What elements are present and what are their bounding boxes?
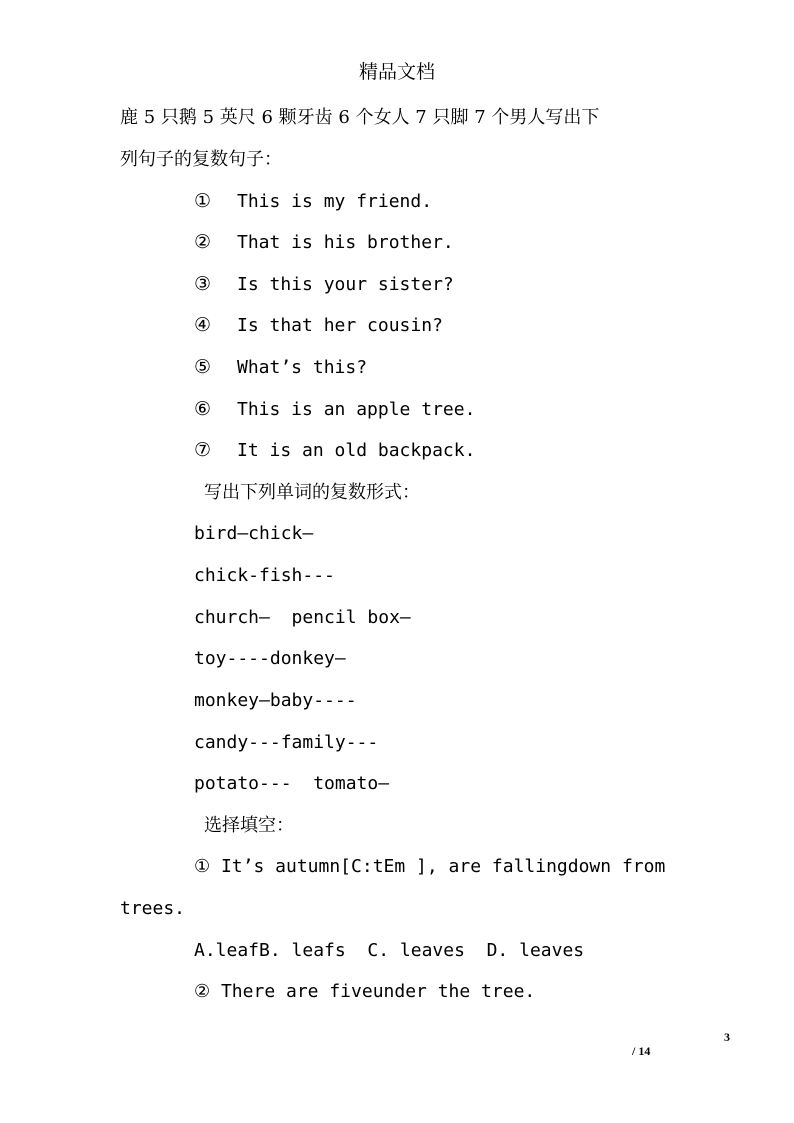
sentence-text: Is this your sister? (237, 274, 454, 295)
plural-word-item: chick-fish--- (194, 565, 335, 586)
plural-word-item: bird—chick— (194, 523, 314, 544)
plural-word-item: toy----donkey— (194, 648, 346, 669)
choice-heading: 选择填空： (204, 815, 294, 836)
sentence-text: This is an apple tree. (237, 399, 476, 420)
page-total: / 14 (632, 1044, 651, 1058)
plural-word-item: potato--- tomato— (194, 773, 390, 794)
page-number: 3 (724, 1030, 730, 1044)
sentence-text: It is an old backpack. (237, 440, 476, 461)
page-header: 精品文档 (358, 61, 435, 83)
sentence-number: ④ (194, 314, 212, 336)
plural-word-item: church— pencil box— (194, 607, 411, 628)
question-1-continuation: trees. (120, 898, 186, 919)
plural-word-item: monkey—baby---- (194, 690, 357, 711)
sentence-number: ① (194, 190, 212, 212)
sentence-number: ③ (194, 273, 212, 295)
intro-line-2: 列句子的复数句子： (120, 149, 282, 170)
sentence-text: What’s this? (237, 357, 368, 378)
sentence-number: ⑦ (194, 439, 212, 461)
intro-line-1: 鹿 5 只鹅 5 英尺 6 颗牙齿 6 个女人 7 只脚 7 个男人写出下 (120, 107, 600, 128)
sentence-number: ② (194, 231, 212, 253)
sentence-text: Is that her cousin? (237, 315, 443, 336)
plural-word-item: candy---family--- (194, 732, 379, 753)
question-2-text: ② There are fiveunder the tree. (194, 981, 536, 1002)
sentence-text: That is his brother. (237, 232, 454, 253)
plurals-heading: 写出下列单词的复数形式： (204, 482, 420, 503)
question-1-options: A.leafB. leafs C. leaves D. leaves (194, 940, 585, 961)
sentence-number: ⑤ (194, 356, 212, 378)
sentence-number: ⑥ (194, 398, 212, 420)
question-1-text: ① It’s autumn[C:tEm ], are fallingdown from (194, 856, 666, 877)
sentence-text: This is my friend. (237, 191, 433, 212)
